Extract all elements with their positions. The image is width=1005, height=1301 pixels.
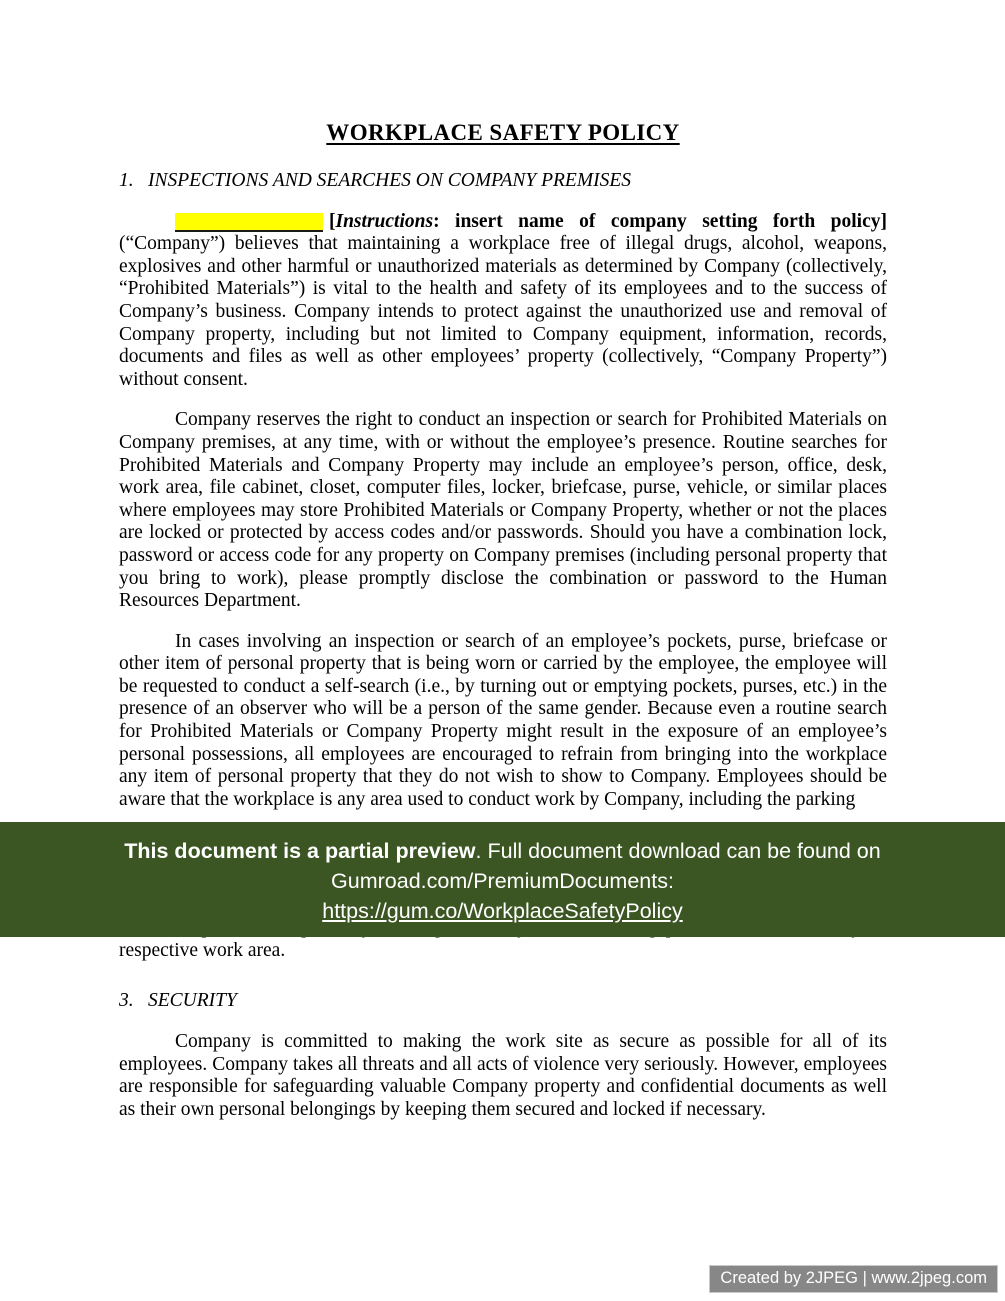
paragraph-3: In cases involving an inspection or search of an employee’s pockets, purse, briefcase or other item of personal property that is being worn or carried by the employee, the employee will be requested to conduct a self-search (i.e., by turning out or emptying pockets, purses, etc.) in the presence of an observer who will be a person of the same gender. Because even a routine search for Prohibited Materials or Company Property might result in the exposure of an employee’s personal possessions, all employees are encouraged to refrain from bringing into the workplace any item of personal property that they do not wish to show to Company. Employees should be aware that the workplace is any area used to conduct work by Company, including the parking [119,630,887,810]
instructions-text: : insert name of company setting forth policy] [433,210,887,232]
highlighted-blank-field [175,213,323,232]
paragraph-4: Company is committed to making the work site as secure as possible for all of its employees. Company takes all threats and all acts of violence very seriously. However, employees are responsible for safeguarding valuable Company property and confidential documents as well as their own personal belongings by keeping them secured and locked if necessary. [119,1031,887,1120]
section-heading-3 [119,990,887,1013]
paragraph-1-body: (“Company”) believes that maintaining a workplace free of illegal drugs, alcohol, weapons, explosives and other harmful or unauthorized materials as determined by Company (collectively, “Prohibited Materials”) is vital to the health and safety of its employees and to the success of Company’s business. Company intends to protect against the unauthorized use and removal of Company property, including but not limited to Company equipment, information, records, documents and files as well as other employees’ property (collectively, “Company Property”) without consent. [119,233,887,390]
instructions-label: Instructions [335,210,434,232]
watermark-badge: Created by 2JPEG | www.2jpeg.com [709,1265,998,1293]
paragraph-1 [119,211,887,392]
section-heading-1 [119,170,887,193]
banner-line-2: Gumroad.com/PremiumDocuments: [331,869,674,893]
document-title [119,120,887,146]
banner-line-1-bold: This document is a partial preview [124,839,476,863]
document-title-text: WORKPLACE SAFETY POLICY [326,120,680,145]
clipped-visible-line: respective work area. [119,940,286,962]
section-title-1: INSPECTIONS AND SEARCHES ON COMPANY PREMISES [148,170,631,191]
banner-line-1-rest: . Full document download can be found on [475,839,881,863]
banner-line-3 [0,896,1005,926]
section-title-3: SECURITY [148,989,237,1011]
preview-banner [0,822,1005,937]
banner-line-1 [0,836,1005,866]
section-number-3: 3. [119,989,134,1011]
instructions-open-bracket: [ [329,210,336,232]
instructions-note [329,211,887,232]
paragraph-2: Company reserves the right to conduct an inspection or search for Prohibited Materials on Company premises, at any time, with or without the employee’s presence. Routine searches for Prohibited Materials and Company Property may include an employee’s person, office, desk, work area, file cabinet, closet, computer files, locker, briefcase, purse, vehicle, or similar places where employees may store Prohibited Materials or Company Property, whether or not the places are locked or protected by access codes and/or passwords. Should you have a combination lock, password or access code for any property on Company premises (including personal property that you bring to work), please promptly disclose the combination or password to the Human Resources Department. [119,409,887,612]
banner-download-link[interactable]: https://gum.co/WorkplaceSafetyPolicy [322,899,683,923]
section-number-1: 1. [119,170,134,191]
